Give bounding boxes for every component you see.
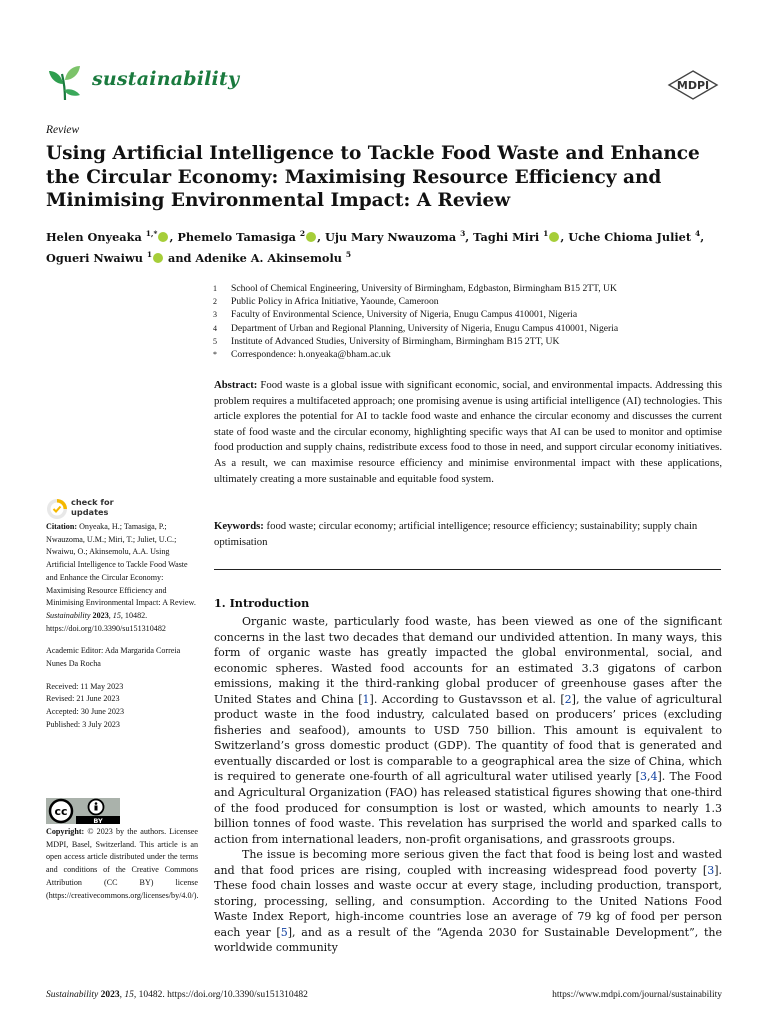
copyright-text: © 2023 by the authors. Licensee MDPI, Basel, Switzerland. This article is an open access article distributed under the terms and conditions of the Creative Commons Attribution (CC BY) license (https://creativecommons.org/licenses/by/4.0/). bbox=[46, 827, 199, 900]
citation-link[interactable]: 3 bbox=[707, 863, 715, 877]
citation-volume: 15 bbox=[112, 610, 121, 620]
mdpi-logo-icon[interactable] bbox=[667, 70, 719, 100]
affiliation-number: 2 bbox=[213, 297, 217, 307]
author-affiliation-mark: 4 bbox=[695, 229, 701, 238]
footer-year: 2023 bbox=[100, 990, 120, 1000]
author-name[interactable]: Uju Mary Nwauzoma bbox=[324, 229, 457, 244]
author-affiliation-mark: 5 bbox=[345, 249, 352, 259]
affiliation-item bbox=[213, 282, 733, 295]
affiliation-item bbox=[213, 322, 733, 335]
footer-doi[interactable]: , 10482. https://doi.org/10.3390/su151310482 bbox=[133, 990, 308, 1000]
affiliation-text: School of Chemical Engineering, University of Birmingham, Edgbaston, Birmingham B15 2TT, UK bbox=[231, 283, 617, 294]
body-paragraph bbox=[214, 847, 722, 956]
article-info-column bbox=[46, 521, 198, 742]
publisher-label: MDPI bbox=[676, 79, 710, 92]
affiliation-number: 5 bbox=[213, 336, 217, 346]
affiliation-number: * bbox=[213, 350, 217, 360]
keywords bbox=[214, 519, 722, 550]
section-heading: 1. Introduction bbox=[214, 596, 310, 610]
abstract bbox=[214, 378, 722, 487]
citation-journal: Sustainability bbox=[46, 610, 91, 620]
paragraph-text: Organic waste, particularly food waste, has been viewed as one of the significant concerns in the last two decades that demand our undivided attention. In many ways, this form of organic waste has greatly impacted the global environmental, social, and economic spheres. Wasted food accounts for an estimated 3.3 gigatons of carbon emissions, making it the third-ranking global producer of greenhouse gases after the United States and China [ bbox=[214, 615, 722, 706]
affiliation-text: Faculty of Environmental Science, University of Nigeria, Enugu Campus 410001, Nigeria bbox=[231, 309, 578, 321]
paragraph-text: ]. According to Gustavsson et al. [ bbox=[369, 692, 565, 706]
citation-label: Citation: bbox=[46, 522, 78, 531]
date-revised: Revised: 21 June 2023 bbox=[46, 694, 120, 704]
affiliation-number: 1 bbox=[213, 284, 217, 293]
affiliation-item bbox=[213, 348, 733, 361]
affiliation-item bbox=[213, 308, 733, 321]
author-name[interactable]: Phemelo Tamasiga bbox=[177, 229, 296, 244]
cc-label: cc bbox=[54, 805, 68, 818]
citation-block: Citation: Onyeaka, H.; Tamasiga, P.; Nwauzoma, U.M.; Miri, T.; Juliet, U.C.; Nwaiwu, O.; Akinsemolu, A.A. Using Artificial Intelligence to Tackle Food Waste and Enhance the Circular Economy: Maximising Resource Efficiency and Minimising Environmental Impact: A Review. Sustainability 2023, 15, 10482. https://doi.org/10.3390/su151310482 bbox=[46, 522, 196, 633]
citation-link[interactable]: 4 bbox=[650, 770, 658, 784]
check-updates-line1: check for bbox=[71, 497, 114, 507]
paragraph-text: ], the value of agricultural product waste in the food industry, calculated based on producers’ prices (excluding fisheries and seafood), amounts to USD 750 billion. This amount is equivalent to Switzerland’s gross domestic product (GDP). The quantity of food that is generated and eventually discarded or lost is comparable to a geographical area the size of China, which is required to generate one-fourth of all agricultural water utilised yearly [ bbox=[214, 692, 722, 784]
copyright-notice bbox=[46, 826, 198, 902]
citation-link[interactable]: 3 bbox=[639, 770, 647, 784]
copyright-label: Copyright: bbox=[46, 827, 85, 836]
footer-journal-link[interactable]: https://www.mdpi.com/journal/sustainability bbox=[552, 990, 722, 1000]
affiliation-text[interactable]: Correspondence: h.onyeaka@bham.ac.uk bbox=[231, 349, 391, 361]
author-name[interactable]: Uche Chioma Juliet bbox=[568, 229, 692, 244]
affiliation-number: 4 bbox=[213, 323, 217, 333]
author-name[interactable]: Helen Onyeaka bbox=[46, 229, 142, 244]
citation-link[interactable]: 1 bbox=[362, 692, 370, 706]
author-list: Helen Onyeaka $^{1,*}$ , Phemelo Tamasiga $^2$ , Uju Mary Nwauzoma $^3$, Taghi Miri $^1$ , Uche Chioma Juliet $^4$, Ogueri Nwaiwu $^1$ and Adenike A. Akinsemolu $^5$ bbox=[46, 229, 705, 265]
section-divider bbox=[214, 569, 721, 570]
author-affiliation-mark: 3 bbox=[460, 229, 466, 238]
citation-text: Onyeaka, H.; Tamasiga, P.; Nwauzoma, U.M.; Miri, T.; Juliet, U.C.; Nwaiwu, O.; Akinsemolu, A.A. Using Artificial Intelligence to Tackle Food Waste and Enhance the Circular Economy: Maximising Resource Efficiency and Minimising Environmental Impact: A Review. bbox=[46, 522, 196, 608]
author-affiliation-mark: 1 bbox=[146, 249, 153, 259]
journal-name[interactable]: sustainability bbox=[92, 68, 240, 90]
article-type: Review bbox=[46, 124, 80, 136]
body-paragraph bbox=[214, 614, 722, 847]
academic-editor: Academic Editor: Ada Margarida Correia Nunes Da Rocha bbox=[46, 646, 181, 669]
affiliation-text: Institute of Advanced Studies, University of Birmingham, Birmingham B15 2TT, UK bbox=[231, 335, 560, 347]
check-updates-line2: updates bbox=[71, 506, 109, 517]
affiliations bbox=[213, 282, 733, 361]
author-name[interactable]: Taghi Miri bbox=[473, 229, 540, 244]
author-name[interactable]: Ogueri Nwaiwu bbox=[46, 250, 143, 265]
author-affiliation-mark: 1 bbox=[543, 229, 549, 238]
orcid-icon[interactable] bbox=[549, 232, 559, 242]
affiliation-text: Public Policy in Africa Initiative, Yaounde, Cameroon bbox=[231, 296, 439, 308]
orcid-icon[interactable] bbox=[306, 232, 316, 242]
paragraph-text: The issue is becoming more serious given the fact that food is being lost and wasted and that food prices are rising, coupled with increasing widespread food poverty [ bbox=[214, 848, 722, 877]
date-accepted: Accepted: 30 June 2023 bbox=[46, 707, 124, 717]
by-label: BY bbox=[93, 817, 103, 824]
paper-title: Using Artificial Intelligence to Tackle Food Waste and Enhance the Circular Economy: Maximising Resource Efficiency and Minimising Environmental Impact: A Review bbox=[46, 143, 700, 211]
check-updates-label bbox=[71, 498, 114, 517]
date-published: Published: 3 July 2023 bbox=[46, 719, 120, 729]
citation-link[interactable]: 5 bbox=[280, 925, 288, 939]
affiliation-item bbox=[213, 295, 733, 308]
check-updates-icon bbox=[46, 498, 68, 520]
date-received: Received: 11 May 2023 bbox=[46, 681, 124, 691]
author-affiliation-mark: 1,* bbox=[145, 229, 158, 238]
footer-volume: 15 bbox=[124, 990, 134, 1000]
citation-link[interactable]: 2 bbox=[564, 692, 572, 706]
paragraph-text: ], and as a result of the “Agenda 2030 for Sustainable Development”, the worldwide community bbox=[214, 925, 722, 955]
citation-doi[interactable]: , 10482. https://doi.org/10.3390/su151310482 bbox=[46, 610, 166, 633]
cc-by-license-icon[interactable] bbox=[46, 798, 120, 824]
body-text bbox=[214, 614, 722, 956]
journal-logo-icon bbox=[46, 62, 84, 102]
affiliation-number: 3 bbox=[213, 310, 217, 320]
keywords-label: Keywords: bbox=[214, 520, 264, 532]
keywords-text: food waste; circular economy; artificial intelligence; resource efficiency; sustainability; supply chain optimisation bbox=[214, 520, 698, 548]
author-name[interactable]: Adenike A. Akinsemolu bbox=[195, 250, 342, 265]
author-affiliation-mark: 2 bbox=[299, 229, 306, 238]
orcid-icon[interactable] bbox=[158, 232, 168, 242]
dates-block bbox=[46, 681, 198, 732]
affiliation-item bbox=[213, 335, 733, 348]
footer-journal: Sustainability bbox=[46, 990, 99, 1000]
check-for-updates-button[interactable] bbox=[46, 498, 146, 522]
paragraph-text: ]. The Food and Agricultural Organization (FAO) has released statistical figures showing that one-third of the food produced for consumption is lost or wasted, which amounts to nearly 1.3 billion tonnes of food waste. This revelation has surprised the world and sparked calls to action from international leaders, non-profit organisations, and grassroots groups. bbox=[214, 770, 722, 846]
paragraph-text: , bbox=[646, 770, 651, 784]
citation-year: 2023 bbox=[92, 610, 109, 620]
affiliation-text: Department of Urban and Regional Planning, University of Nigeria, Enugu Campus 410001, Nigeria bbox=[231, 322, 619, 334]
footer-citation: Sustainability 2023, 15, 10482. https://doi.org/10.3390/su151310482 bbox=[46, 990, 308, 1000]
abstract-label: Abstract: bbox=[214, 379, 258, 391]
abstract-text: Food waste is a global issue with significant economic, social, and environmental impacts. Addressing this problem requires a multifaceted approach; one promising avenue is using artificial intelligence (AI) technologies. This article explores the potential for AI to tackle food waste and enhance the circular economy and discusses the current state of food waste and the circular economy, highlighting specific ways that AI can be used to monitor and optimise food production and supply chains, redistribute excess food to those in need, and support circular economy initiatives. As a result, we can maximise resource efficiency and minimise environmental impact with these applications, ultimately creating a more sustainable and equitable food system. bbox=[214, 379, 723, 485]
paragraph-text: ]. These food chain losses and waste occur at every stage, including production, transport, storing, processing, selling, and consumption. According to the United Nations Food Waste Index Report, high-income countries lose an average of 79 kg of food per person each year [ bbox=[214, 863, 722, 939]
orcid-icon[interactable] bbox=[153, 253, 163, 263]
